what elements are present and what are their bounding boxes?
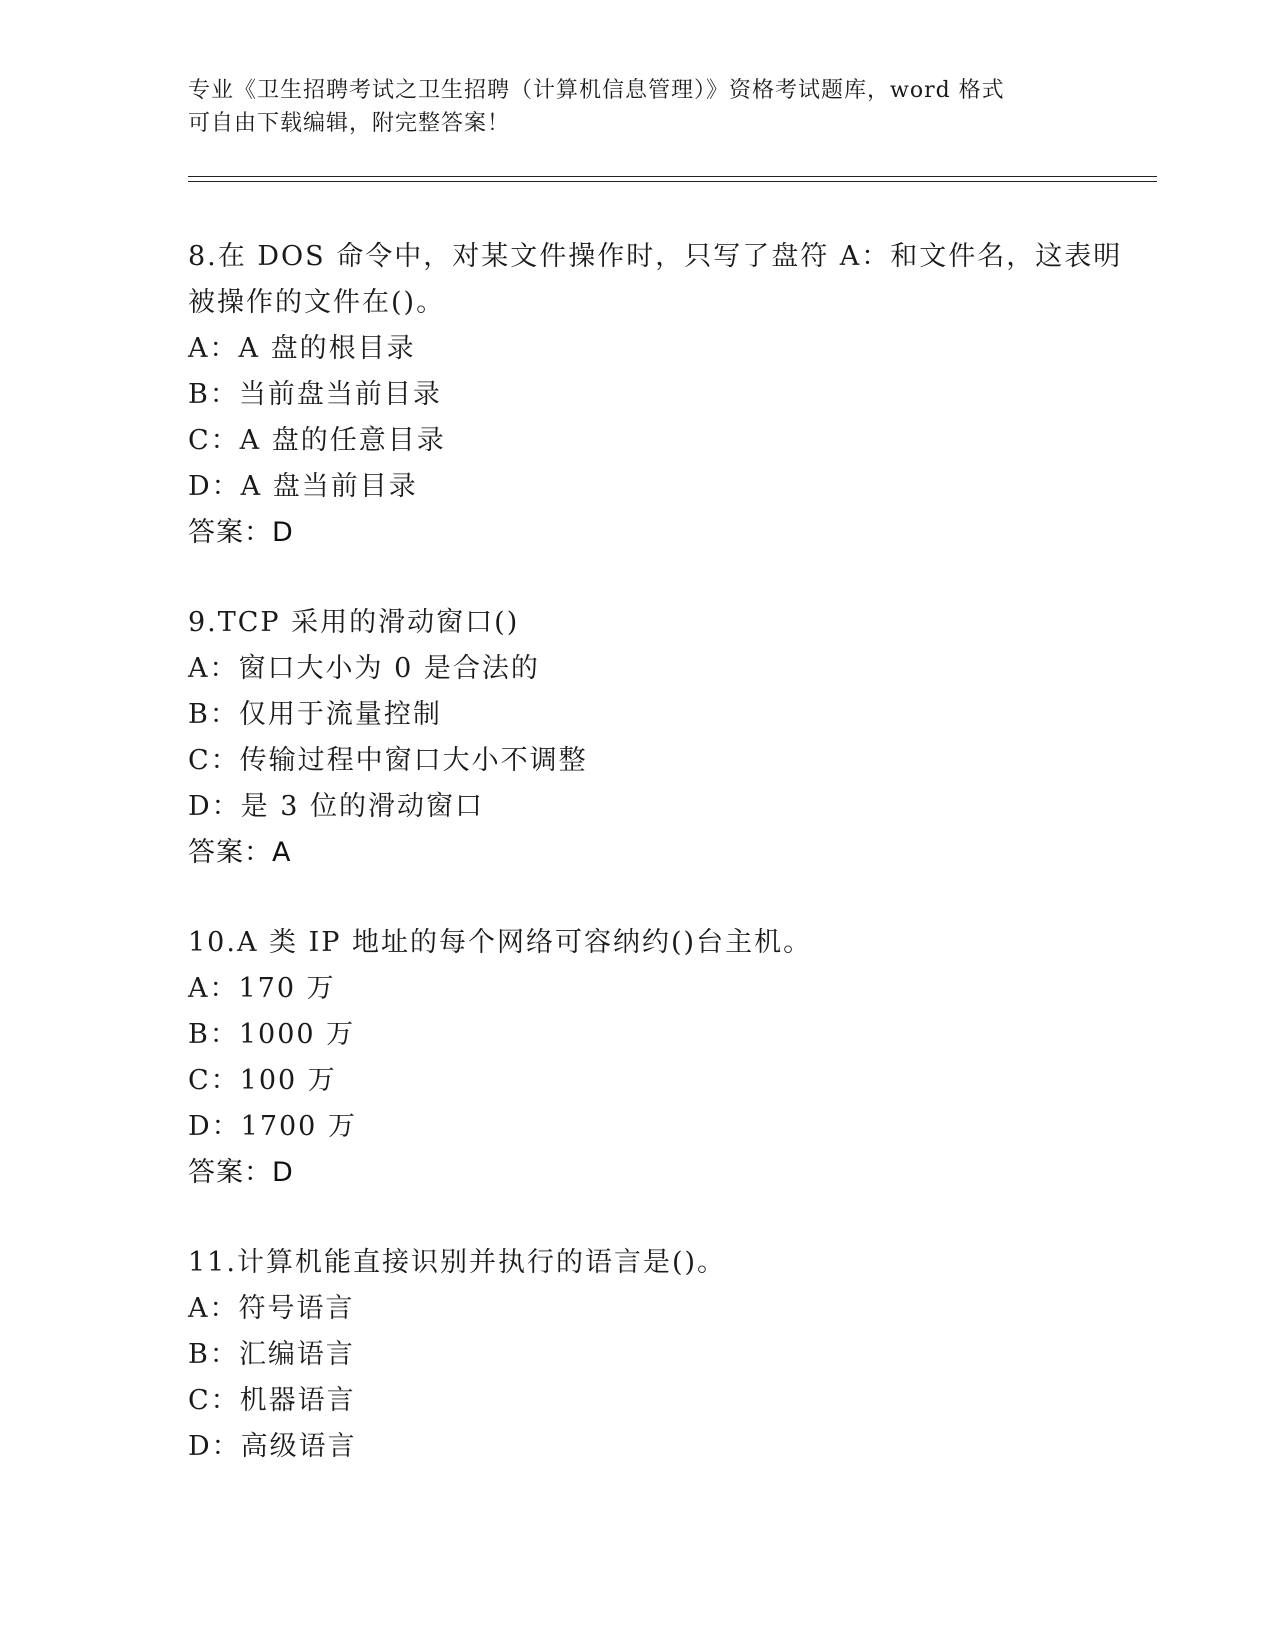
option-b: B：仅用于流量控制 [188,699,442,730]
option-a: A：A 盘的根目录 [188,333,416,364]
option-b: B：当前盘当前目录 [188,379,442,410]
option-a: A：符号语言 [188,1293,355,1324]
question-11 [188,1240,1128,1470]
question-text: 11.计算机能直接识别并执行的语言是()。 [188,1247,727,1278]
option-a: A：窗口大小为 0 是合法的 [188,653,540,684]
option-a: A：170 万 [188,973,336,1004]
question-list [188,234,1128,1514]
question-8 [188,234,1128,556]
header-line-1: 专业《卫生招聘考试之卫生招聘（计算机信息管理）》资格考试题库，word 格式 [188,78,1005,103]
document-header [188,74,1088,140]
question-10 [188,920,1128,1196]
option-c: C：传输过程中窗口大小不调整 [188,745,588,776]
answer-label: 答案：D [188,517,294,548]
question-text: 9.TCP 采用的滑动窗口() [188,607,520,638]
answer-label: 答案：D [188,1157,294,1188]
option-c: C：100 万 [188,1065,337,1096]
option-b: B：汇编语言 [188,1339,355,1370]
option-d: D：A 盘当前目录 [188,471,418,502]
header-rule-bottom [188,181,1157,182]
option-d: D：高级语言 [188,1431,357,1462]
header-line-2: 可自由下载编辑，附完整答案！ [188,111,511,136]
option-c: C：A 盘的任意目录 [188,425,446,456]
answer-label: 答案：A [188,837,292,868]
option-d: D：是 3 位的滑动窗口 [188,791,484,822]
question-text: 10.A 类 IP 地址的每个网络可容纳约()台主机。 [188,927,813,958]
option-b: B：1000 万 [188,1019,356,1050]
header-rule-top [188,176,1157,177]
option-c: C：机器语言 [188,1385,356,1416]
question-text: 8.在 DOS 命令中，对某文件操作时，只写了盘符 A：和文件名，这表明 [188,241,1123,272]
option-d: D：1700 万 [188,1111,357,1142]
question-9 [188,600,1128,876]
question-text-continued: 被操作的文件在()。 [188,287,446,318]
